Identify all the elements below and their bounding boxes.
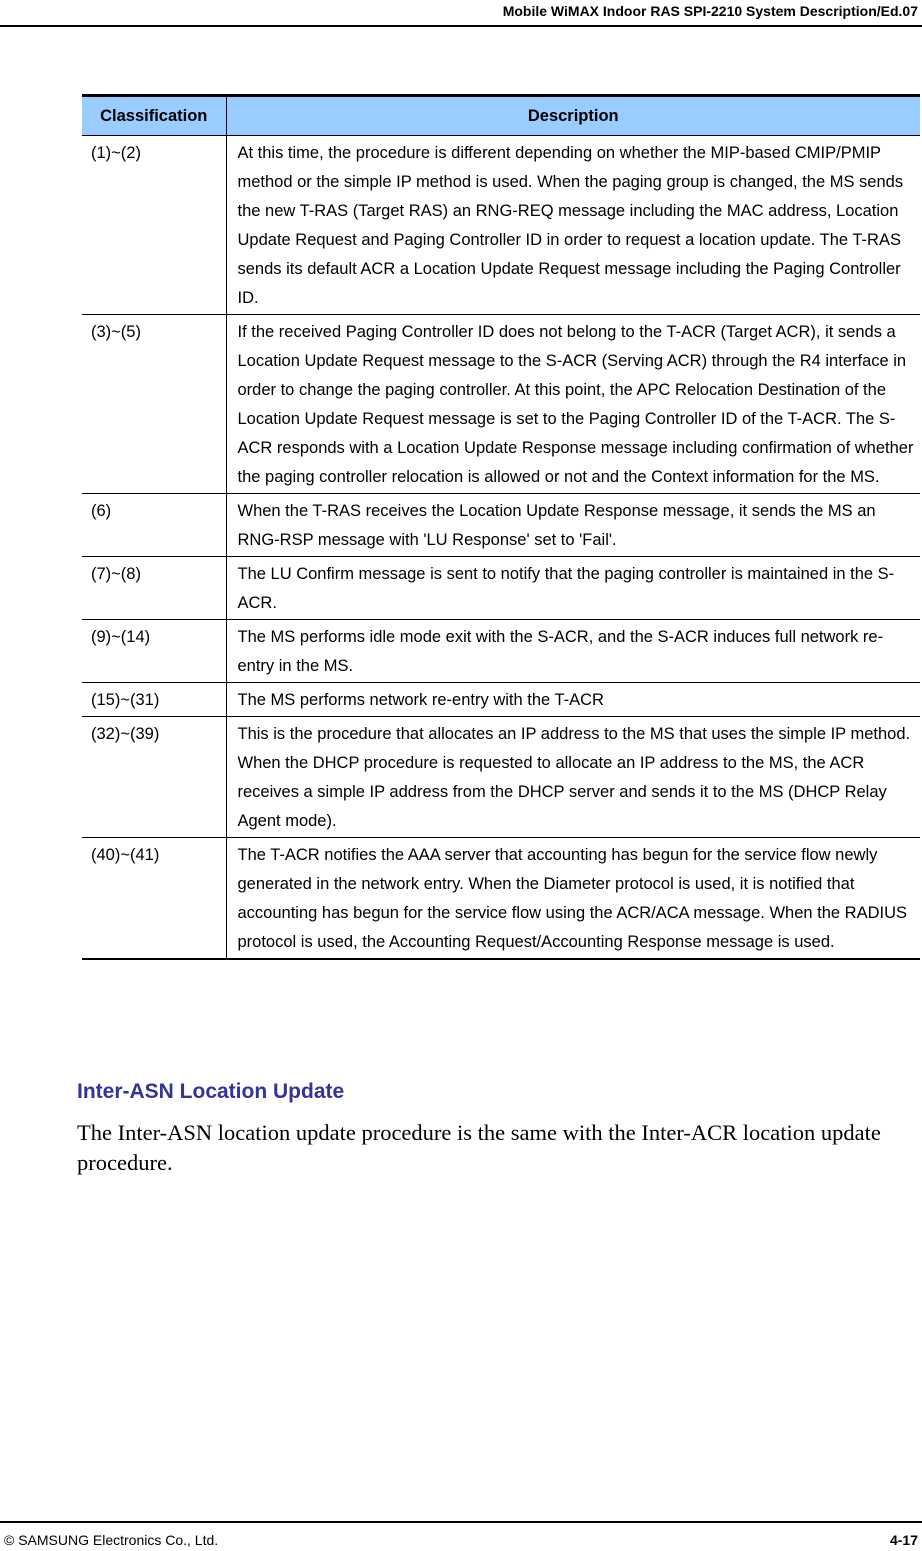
row-description: The MS performs idle mode exit with the S-ACR, and the S-ACR induces full network re-entry in the MS. bbox=[226, 620, 920, 683]
table-row bbox=[82, 315, 920, 494]
row-classification: (1)~(2) bbox=[82, 136, 226, 315]
table-row bbox=[82, 620, 920, 683]
row-description: At this time, the procedure is different depending on whether the MIP-based CMIP/PMIP method or the simple IP method is used. When the paging group is changed, the MS sends the new T-RAS (Target RAS) an RNG-REQ message including the MAC address, Location Update Request and Paging Controller ID in order to request a location update. The T-RAS sends its default ACR a Location Update Request message including the Paging Controller ID. bbox=[226, 136, 920, 315]
section-heading: Inter-ASN Location Update bbox=[77, 1080, 345, 1103]
table-row bbox=[82, 717, 920, 838]
footer-page-number: 4-17 bbox=[889, 1532, 918, 1548]
footer-copyright: © SAMSUNG Electronics Co., Ltd. bbox=[4, 1532, 219, 1548]
row-classification: (6) bbox=[82, 494, 226, 557]
document-header-title: Mobile WiMAX Indoor RAS SPI-2210 System Description/Ed.07 bbox=[502, 3, 918, 19]
table-header-row bbox=[82, 96, 920, 136]
table-row bbox=[82, 136, 920, 315]
row-classification: (40)~(41) bbox=[82, 838, 226, 960]
row-description: The LU Confirm message is sent to notify that the paging controller is maintained in the S-ACR. bbox=[226, 557, 920, 620]
column-header-description: Description bbox=[226, 96, 920, 136]
row-classification: (3)~(5) bbox=[82, 315, 226, 494]
row-classification: (15)~(31) bbox=[82, 683, 226, 717]
table-row bbox=[82, 683, 920, 717]
row-description: When the T-RAS receives the Location Update Response message, it sends the MS an RNG-RSP message with 'LU Response' set to 'Fail'. bbox=[226, 494, 920, 557]
column-header-classification: Classification bbox=[82, 96, 226, 136]
header-divider bbox=[0, 25, 922, 27]
row-classification: (9)~(14) bbox=[82, 620, 226, 683]
row-classification: (7)~(8) bbox=[82, 557, 226, 620]
table-row bbox=[82, 557, 920, 620]
procedure-description-table bbox=[82, 94, 920, 960]
table-row bbox=[82, 494, 920, 557]
row-classification: (32)~(39) bbox=[82, 717, 226, 838]
row-description: The T-ACR notifies the AAA server that accounting has begun for the service flow newly generated in the network entry. When the Diameter protocol is used, it is notified that accounting has begun for the service flow using the ACR/ACA message. When the RADIUS protocol is used, the Accounting Request/Accounting Response message is used. bbox=[226, 838, 920, 960]
footer-divider bbox=[0, 1521, 922, 1523]
section-body-text: The Inter-ASN location update procedure is the same with the Inter-ACR location update procedure. bbox=[77, 1120, 881, 1175]
row-description: This is the procedure that allocates an IP address to the MS that uses the simple IP method. When the DHCP procedure is requested to allocate an IP address to the MS, the ACR receives a simple IP address from the DHCP server and sends it to the MS (DHCP Relay Agent mode). bbox=[226, 717, 920, 838]
row-description: The MS performs network re-entry with the T-ACR bbox=[226, 683, 920, 717]
table-row bbox=[82, 838, 920, 960]
row-description: If the received Paging Controller ID does not belong to the T-ACR (Target ACR), it sends a Location Update Request message to the S-ACR (Serving ACR) through the R4 interface in order to change the paging controller. At this point, the APC Relocation Destination of the Location Update Request message is set to the Paging Controller ID of the T-ACR. The S-ACR responds with a Location Update Response message including confirmation of whether the paging controller relocation is allowed or not and the Context information for the MS. bbox=[226, 315, 920, 494]
